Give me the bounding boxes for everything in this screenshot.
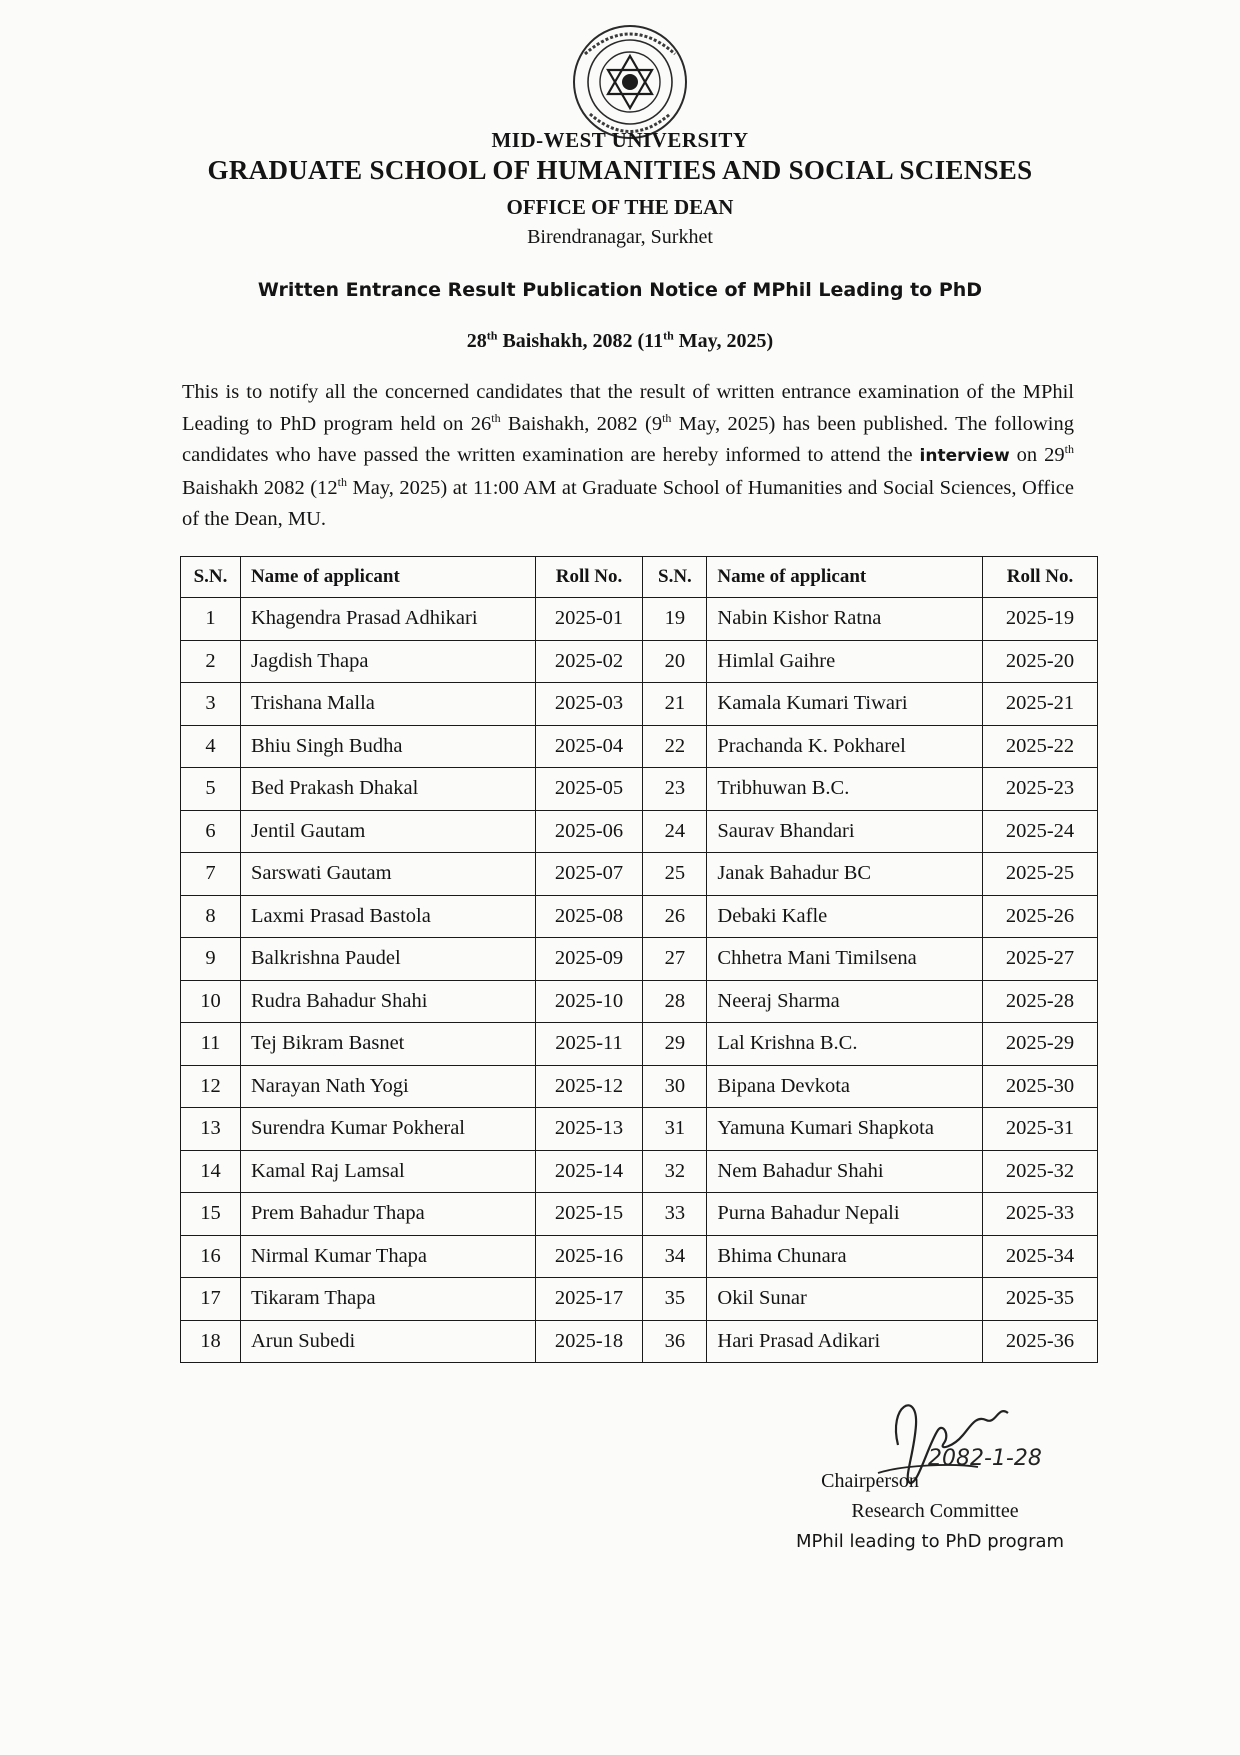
- cell-name: Bed Prakash Dhakal: [240, 768, 535, 811]
- cell-roll: 2025-11: [535, 1023, 643, 1066]
- cell-roll: 2025-06: [535, 810, 643, 853]
- header-name: Name of applicant: [707, 557, 983, 598]
- table-body: [181, 598, 1098, 1363]
- cell-roll: 2025-08: [535, 895, 643, 938]
- cell-name: Hari Prasad Adikari: [707, 1320, 983, 1363]
- table-row: [181, 980, 1098, 1023]
- cell-roll: 2025-32: [983, 1150, 1098, 1193]
- table-row: [181, 1320, 1098, 1363]
- cell-name: Nirmal Kumar Thapa: [240, 1235, 535, 1278]
- table-row: [181, 1193, 1098, 1236]
- cell-roll: 2025-02: [535, 640, 643, 683]
- table-header-row: [181, 557, 1098, 598]
- cell-roll: 2025-16: [535, 1235, 643, 1278]
- cell-roll: 2025-20: [983, 640, 1098, 683]
- header-sn: S.N.: [181, 557, 241, 598]
- cell-roll: 2025-26: [983, 895, 1098, 938]
- cell-roll: 2025-01: [535, 598, 643, 641]
- table-row: [181, 1150, 1098, 1193]
- cell-sn: 20: [643, 640, 707, 683]
- cell-roll: 2025-14: [535, 1150, 643, 1193]
- school-name: GRADUATE SCHOOL OF HUMANITIES AND SOCIAL SCIENSES: [207, 155, 1033, 185]
- cell-name: Balkrishna Paudel: [240, 938, 535, 981]
- cell-sn: 7: [181, 853, 241, 896]
- cell-sn: 3: [181, 683, 241, 726]
- cell-sn: 11: [181, 1023, 241, 1066]
- cell-sn: 8: [181, 895, 241, 938]
- cell-name: Chhetra Mani Timilsena: [707, 938, 983, 981]
- cell-name: Prachanda K. Pokharel: [707, 725, 983, 768]
- cell-roll: 2025-09: [535, 938, 643, 981]
- cell-sn: 25: [643, 853, 707, 896]
- cell-name: Tej Bikram Basnet: [240, 1023, 535, 1066]
- header-name: Name of applicant: [240, 557, 535, 598]
- cell-name: Nem Bahadur Shahi: [707, 1150, 983, 1193]
- notice-body: This is to notify all the concerned candidates that the result of written entrance examination of the MPhil Leading to PhD program held on 26th Baishakh, 2082 (9th May, 2025) has been published. The following candidates who have passed the written examination are hereby informed to attend the interview on 29th Baishakh 2082 (12th May, 2025) at 11:00 AM at Graduate School of Humanities and Social Sciences, Office of the Dean, MU.: [182, 381, 1075, 530]
- table-row: [181, 1108, 1098, 1151]
- cell-name: Tikaram Thapa: [240, 1278, 535, 1321]
- cell-name: Surendra Kumar Pokheral: [240, 1108, 535, 1151]
- cell-name: Yamuna Kumari Shapkota: [707, 1108, 983, 1151]
- table-row: [181, 598, 1098, 641]
- table-row: [181, 853, 1098, 896]
- header-roll: Roll No.: [535, 557, 643, 598]
- cell-sn: 29: [643, 1023, 707, 1066]
- cell-name: Purna Bahadur Nepali: [707, 1193, 983, 1236]
- cell-roll: 2025-12: [535, 1065, 643, 1108]
- cell-sn: 5: [181, 768, 241, 811]
- table-row: [181, 725, 1098, 768]
- cell-name: Jentil Gautam: [240, 810, 535, 853]
- cell-name: Bhiu Singh Budha: [240, 725, 535, 768]
- header-sn: S.N.: [643, 557, 707, 598]
- cell-sn: 12: [181, 1065, 241, 1108]
- notice-title: Written Entrance Result Publication Notice of MPhil Leading to PhD: [257, 279, 983, 301]
- cell-roll: 2025-25: [983, 853, 1098, 896]
- cell-name: Sarswati Gautam: [240, 853, 535, 896]
- cell-sn: 1: [181, 598, 241, 641]
- table-row: [181, 938, 1098, 981]
- university-name: MID-WEST UNIVERSITY: [491, 128, 749, 152]
- cell-roll: 2025-19: [983, 598, 1098, 641]
- cell-name: Nabin Kishor Ratna: [707, 598, 983, 641]
- cell-roll: 2025-10: [535, 980, 643, 1023]
- cell-sn: 35: [643, 1278, 707, 1321]
- cell-roll: 2025-33: [983, 1193, 1098, 1236]
- cell-roll: 2025-31: [983, 1108, 1098, 1151]
- cell-roll: 2025-29: [983, 1023, 1098, 1066]
- cell-roll: 2025-03: [535, 683, 643, 726]
- cell-name: Khagendra Prasad Adhikari: [240, 598, 535, 641]
- signatory-program: MPhil leading to PhD program: [795, 1531, 1065, 1552]
- cell-sn: 23: [643, 768, 707, 811]
- cell-roll: 2025-21: [983, 683, 1098, 726]
- cell-sn: 27: [643, 938, 707, 981]
- cell-sn: 14: [181, 1150, 241, 1193]
- cell-name: Narayan Nath Yogi: [240, 1065, 535, 1108]
- table-row: [181, 1023, 1098, 1066]
- cell-sn: 34: [643, 1235, 707, 1278]
- cell-roll: 2025-34: [983, 1235, 1098, 1278]
- cell-name: Saurav Bhandari: [707, 810, 983, 853]
- cell-sn: 19: [643, 598, 707, 641]
- cell-sn: 22: [643, 725, 707, 768]
- cell-name: Arun Subedi: [240, 1320, 535, 1363]
- cell-sn: 24: [643, 810, 707, 853]
- cell-roll: 2025-07: [535, 853, 643, 896]
- signatory-role: Chairperson: [821, 1470, 919, 1492]
- cell-sn: 9: [181, 938, 241, 981]
- table-row: [181, 768, 1098, 811]
- results-table: [180, 556, 1098, 1363]
- cell-name: Laxmi Prasad Bastola: [240, 895, 535, 938]
- cell-sn: 21: [643, 683, 707, 726]
- cell-roll: 2025-04: [535, 725, 643, 768]
- cell-sn: 15: [181, 1193, 241, 1236]
- cell-sn: 36: [643, 1320, 707, 1363]
- cell-roll: 2025-27: [983, 938, 1098, 981]
- table-row: [181, 1235, 1098, 1278]
- cell-name: Jagdish Thapa: [240, 640, 535, 683]
- cell-roll: 2025-35: [983, 1278, 1098, 1321]
- cell-sn: 17: [181, 1278, 241, 1321]
- table-row: [181, 683, 1098, 726]
- cell-name: Kamal Raj Lamsal: [240, 1150, 535, 1193]
- cell-sn: 33: [643, 1193, 707, 1236]
- cell-sn: 10: [181, 980, 241, 1023]
- cell-roll: 2025-22: [983, 725, 1098, 768]
- cell-sn: 28: [643, 980, 707, 1023]
- cell-sn: 16: [181, 1235, 241, 1278]
- cell-roll: 2025-17: [535, 1278, 643, 1321]
- cell-name: Bipana Devkota: [707, 1065, 983, 1108]
- cell-roll: 2025-24: [983, 810, 1098, 853]
- cell-name: Himlal Gaihre: [707, 640, 983, 683]
- cell-sn: 4: [181, 725, 241, 768]
- cell-name: Trishana Malla: [240, 683, 535, 726]
- cell-roll: 2025-23: [983, 768, 1098, 811]
- table-row: [181, 895, 1098, 938]
- office-name: OFFICE OF THE DEAN: [506, 195, 734, 219]
- cell-sn: 2: [181, 640, 241, 683]
- cell-sn: 32: [643, 1150, 707, 1193]
- cell-roll: 2025-28: [983, 980, 1098, 1023]
- cell-roll: 2025-05: [535, 768, 643, 811]
- table-row: [181, 1065, 1098, 1108]
- cell-sn: 26: [643, 895, 707, 938]
- table-row: [181, 1278, 1098, 1321]
- cell-sn: 30: [643, 1065, 707, 1108]
- cell-roll: 2025-13: [535, 1108, 643, 1151]
- office-address: Birendranagar, Surkhet: [527, 226, 713, 248]
- cell-name: Neeraj Sharma: [707, 980, 983, 1023]
- cell-name: Debaki Kafle: [707, 895, 983, 938]
- signatory-committee: Research Committee: [851, 1500, 1019, 1522]
- cell-name: Bhima Chunara: [707, 1235, 983, 1278]
- notice-date: 28th Baishakh, 2082 (11th May, 2025): [466, 328, 774, 352]
- table-row: [181, 810, 1098, 853]
- cell-name: Okil Sunar: [707, 1278, 983, 1321]
- cell-roll: 2025-18: [535, 1320, 643, 1363]
- cell-name: Lal Krishna B.C.: [707, 1023, 983, 1066]
- cell-name: Janak Bahadur BC: [707, 853, 983, 896]
- cell-name: Rudra Bahadur Shahi: [240, 980, 535, 1023]
- table-row: [181, 640, 1098, 683]
- cell-sn: 6: [181, 810, 241, 853]
- cell-roll: 2025-15: [535, 1193, 643, 1236]
- cell-sn: 18: [181, 1320, 241, 1363]
- cell-sn: 13: [181, 1108, 241, 1151]
- cell-roll: 2025-30: [983, 1065, 1098, 1108]
- cell-name: Tribhuwan B.C.: [707, 768, 983, 811]
- cell-sn: 31: [643, 1108, 707, 1151]
- cell-name: Kamala Kumari Tiwari: [707, 683, 983, 726]
- cell-roll: 2025-36: [983, 1320, 1098, 1363]
- cell-name: Prem Bahadur Thapa: [240, 1193, 535, 1236]
- header-roll: Roll No.: [983, 557, 1098, 598]
- signature-date: 2082-1-28: [928, 1446, 1042, 1471]
